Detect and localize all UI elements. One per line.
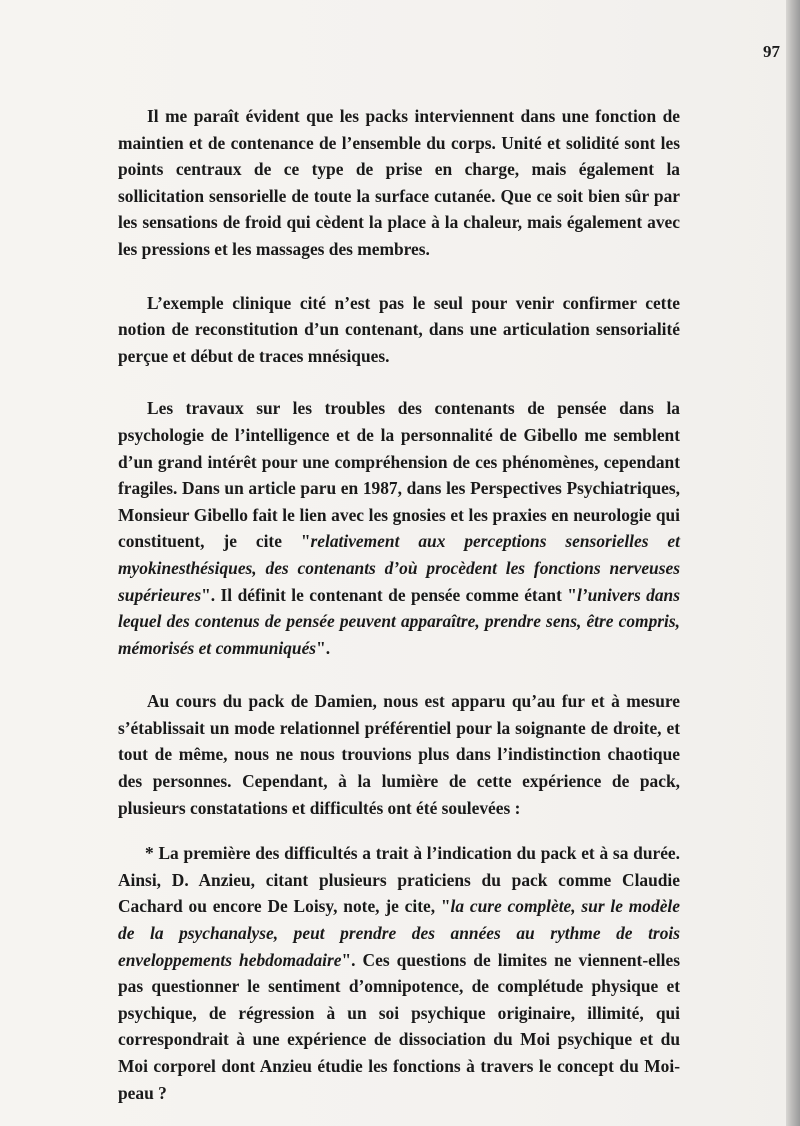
- paragraph-packs-function: Il me paraît évident que les packs interviennent dans une fonction de maintien et de contenance de l’ensemble du corps. Unité et solidité sont les points centraux de ce type de prise en charge, mais également la sollicitation sensorielle de toute la surface cutanée. Que ce soit bien sûr par les sensations de froid qui cèdent la place à la chaleur, mais également avec les pressions et les massages des membres.: [118, 106, 680, 259]
- paragraph-first-difficulty: [118, 840, 680, 1106]
- paragraph-damien-pack: Au cours du pack de Damien, nous est apparu qu’au fur et à mesure s’établissait un mode relationnel préférentiel pour la soignante de droite, et tout de même, nous ne nous trouvions plus dans l’indistinction chaotique des personnes. Cependant, à la lumière de cette expérience de pack, plusieurs constatations et difficultés ont été soulevées :: [118, 691, 680, 818]
- paragraph-clinical-example: L’exemple clinique cité n’est pas le seul pour venir confirmer cette notion de reconstitution d’un contenant, dans une articulation sensorialité perçue et début de traces mnésiques.: [118, 292, 680, 366]
- gibello-text-1: Les travaux sur les troubles des contenants de pensée dans la psychologie de l’intelligence et de la personnalité de Gibello me semblent d’un grand intérêt pour une compréhension de ces phénomènes, cependant fragiles. Dans un article paru en 1987, dans les Perspectives Psychiatriques, Monsieur Gibello fait le lien avec les gnosies et les praxies en neurologie qui constituent, je cite ": [118, 398, 680, 552]
- gibello-text-2: ". Il définit le contenant de pensée comme étant ": [201, 584, 577, 605]
- difficulty-quote: la cure complète, sur le modèle de la psychanalyse, peut prendre des années au rythme de trois enveloppements hebdomadaire: [118, 896, 680, 970]
- difficulty-text-2: ". Ces questions de limites ne viennent-elles pas questionner le sentiment d’omnipotence, de complétude physique et psychique, de régression à un soi psychique originaire, illimité, qui correspondrait à une expérience de dissociation du Moi psychique et du Moi corporel dont Anzieu étudie les fonctions à travers le concept du Moi-peau ?: [118, 949, 680, 1103]
- page-edge: [786, 0, 800, 1126]
- difficulty-text-1: * La première des difficultés a trait à l’indication du pack et à sa durée. Ainsi, D. Anzieu, citant plusieurs praticiens du pack comme Claudie Cachard ou encore De Loisy, note, je cite, ": [118, 843, 680, 917]
- paragraph-gibello: [118, 395, 680, 661]
- gibello-quote-1: relativement aux perceptions sensorielles et myokinesthésiques, des contenants d’où procèdent les fonctions nerveuses supérieures: [118, 531, 680, 605]
- gibello-text-3: ".: [316, 637, 331, 658]
- page-number: 97: [763, 42, 780, 61]
- page-body: [118, 103, 680, 1106]
- gibello-quote-2: l’univers dans lequel des contenus de pensée peuvent apparaître, prendre sens, être compris, mémorisés et communiqués: [118, 584, 681, 658]
